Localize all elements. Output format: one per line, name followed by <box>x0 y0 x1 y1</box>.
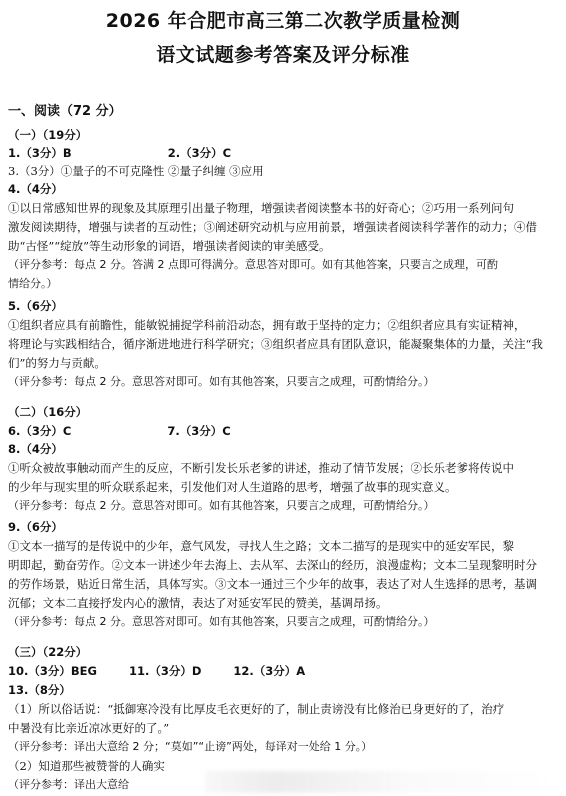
scoring-note: （评分参考：译出大意给 <box>8 778 129 791</box>
answer-text-line: ①组织者应具有前瞻性，能敏锐捕捉学科前沿动态，拥有敢于坚持的定力；②组织者应具有实证精神， <box>8 318 526 332</box>
answer-text-line: 的劳作场景，贴近日常生活，具体写实。③文本一通过三个少年的故事，表达了对人生选择的思考，基调 <box>8 577 537 591</box>
answer-text-line: ①听众被故事触动而产生的反应，不断引发长乐老爹的讲述，推动了情节发展；②长乐老爹将传说中 <box>8 461 514 475</box>
answer-text-line: （2）知道那些被赞誉的人确实 <box>8 759 165 773</box>
subsection-heading-2: （二）（16分） <box>8 405 88 419</box>
question-heading-q8: 8.（4分） <box>8 442 63 456</box>
document-subtitle: 语文试题参考答案及评分标准 <box>156 44 410 66</box>
scoring-note: （评分参考：每点 2 分。意思答对即可。如有其他答案，只要言之成理，可酌情给分。） <box>8 499 435 512</box>
question-heading-q4: 4.（4分） <box>8 182 63 196</box>
scoring-note: （评分参考：译出大意给 2 分；“莫如”“止谤”两处，每译对一处给 1 分。） <box>8 740 373 753</box>
answer-text-line: 的少年与现实里的听众联系起来，引发他们对人生道路的思考，增强了故事的现实意义。 <box>8 480 457 494</box>
answer-text-line: （1）所以俗话说：“抵御寒冷没有比厚皮毛衣更好的了，制止责谤没有比修治已身更好的了，治疗 <box>8 702 505 716</box>
blurred-redaction <box>205 771 550 793</box>
answer-text-line: 激发阅读期待，增强与读者的互动性；③阐述研究动机与应用前景，增强读者阅读科学著作的动力；④借 <box>8 220 537 234</box>
answer-text-line: 将理论与实践相结合，循序渐进地进行科学研究；③组织者应具有团队意识，能凝聚集体的力量，关注“我 <box>8 337 543 351</box>
subsection-heading-1: （一）（19分） <box>8 128 88 142</box>
answer-line-q6-q7: 6.（3分）C 7.（3分）C <box>8 424 231 438</box>
question-heading-q9: 9.（6分） <box>8 520 63 534</box>
answer-text-line: ①文本一描写的是传说中的少年，意气风发，寻找人生之路；文本二描写的是现实中的延安军民，黎 <box>8 539 514 553</box>
answer-line-q10-q12: 10.（3分）BEG 11.（3分）D 12.（3分）A <box>8 664 306 678</box>
scoring-note: 情给分。） <box>8 277 58 290</box>
answer-line-q3: 3.（3分）①量子的不可克隆性 ②量子纠缠 ③应用 <box>8 164 264 178</box>
answer-text-line: 们”的努力与贡献。 <box>8 356 106 370</box>
answer-text-line: ①以日常感知世界的现象及其原理引出量子物理，增强读者阅读整本书的好奇心；②巧用一系列问句 <box>8 201 514 215</box>
scoring-note: （评分参考：每点 2 分。意思答对即可。如有其他答案，只要言之成理，可酌情给分。） <box>8 375 435 388</box>
section-heading-reading: 一、阅读（72 分） <box>8 104 122 119</box>
scoring-note: （评分参考：每点 2 分。答满 2 点即可得满分。意思答对即可。如有其他答案，只要言之成理，可酌 <box>8 258 498 271</box>
document-title: 2026 年合肥市高三第二次教学质量检测 <box>105 10 461 32</box>
answer-line-q1-q2: 1.（3分）B 2.（3分）C <box>8 146 232 160</box>
answer-text-line: 中暑没有比亲近凉冰更好的了。” <box>8 721 170 735</box>
question-heading-q13: 13.（8分） <box>8 683 71 697</box>
subsection-heading-3: （三）（22分） <box>8 645 88 659</box>
scoring-note: （评分参考：每点 2 分。意思答对即可。如有其他答案，只要言之成理，可酌情给分。） <box>8 615 435 628</box>
answer-text-line: 助“古怪”“绽放”等生动形象的词语，增强读者阅读的审美感受。 <box>8 239 331 253</box>
answer-text-line: 明即起，勤奋劳作。②文本一讲述少年去海上、去从军、去深山的经历，浪漫虚构；文本二呈现黎明时分 <box>8 558 537 572</box>
question-heading-q5: 5.（6分） <box>8 299 63 313</box>
answer-text-line: 沉郁；文本二直接抒发内心的激情，表达了对延安军民的赞美，基调昂扬。 <box>8 596 388 610</box>
